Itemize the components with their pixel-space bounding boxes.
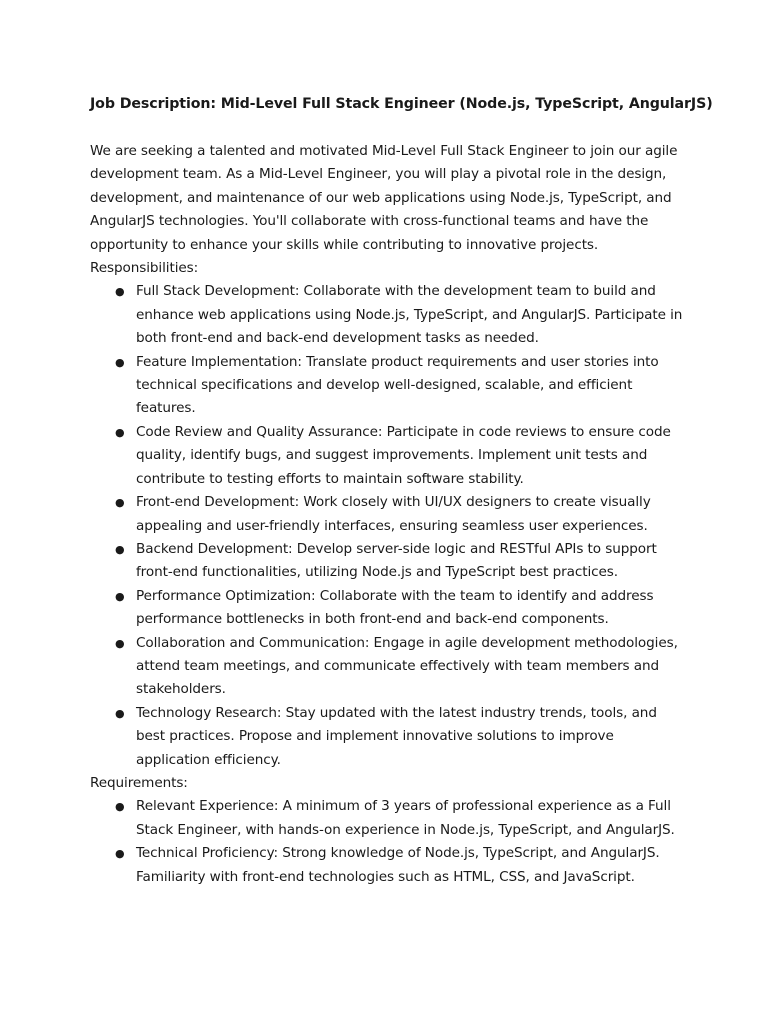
list-item-text: Technical Proficiency: Strong knowledge of Node.js, TypeScript, and AngularJS. Familiarity with front-end technologies such as HTML, CSS, and JavaScript.: [136, 845, 660, 885]
list-item-text: Code Review and Quality Assurance: Participate in code reviews to ensure code quality, identify bugs, and suggest improvements. Implement unit tests and contribute to testing efforts to maintain software stability.: [136, 423, 671, 487]
list-item: [90, 491, 690, 538]
list-item-text: Collaboration and Communication: Engage in agile development methodologies, attend team meetings, and communicate effectively with team members and stakeholders.: [136, 634, 678, 698]
bullet-icon: ●: [115, 285, 125, 299]
bullet-icon: ●: [115, 589, 125, 603]
list-item-text: Technology Research: Stay updated with the latest industry trends, tools, and best practices. Propose and implement innovative solutions to improve application efficiency.: [136, 704, 657, 768]
intro-paragraph: We are seeking a talented and motivated Mid-Level Full Stack Engineer to join our agile development team. As a Mid-Level Engineer, you will play a pivotal role in the design, development, and maintenance of our web applications using Node.js, TypeScript, and AngularJS technologies. You'll collaborate with cross-functional teams and have the opportunity to enhance your skills while contributing to innovative projects.: [90, 143, 678, 253]
list-item: [90, 351, 690, 421]
document-page: [90, 94, 713, 889]
list-item: [90, 632, 690, 702]
list-item: [90, 280, 690, 350]
bullet-icon: ●: [115, 706, 125, 720]
requirements-list: [90, 795, 690, 889]
bullet-icon: ●: [115, 425, 125, 439]
list-item-text: Full Stack Development: Collaborate with the development team to build and enhance web applications using Node.js, TypeScript, and AngularJS. Participate in both front-end and back-end development tasks as needed.: [136, 283, 683, 347]
bullet-icon: ●: [115, 496, 125, 510]
list-item: [90, 421, 690, 491]
requirements-heading: Requirements:: [90, 774, 188, 791]
bullet-icon: ●: [115, 636, 125, 650]
bullet-icon: ●: [115, 542, 125, 556]
list-item: [90, 585, 690, 632]
list-item: [90, 538, 690, 585]
bullet-icon: ●: [115, 355, 125, 369]
list-item: [90, 842, 690, 889]
list-item-text: Relevant Experience: A minimum of 3 years of professional experience as a Full Stack Engineer, with hands-on experience in Node.js, TypeScript, and AngularJS.: [136, 798, 675, 838]
list-item: [90, 795, 690, 842]
responsibilities-list: [90, 280, 690, 772]
list-item-text: Feature Implementation: Translate product requirements and user stories into technical specifications and develop well-designed, scalable, and efficient features.: [136, 353, 659, 417]
bullet-icon: ●: [115, 800, 125, 814]
list-item-text: Front-end Development: Work closely with UI/UX designers to create visually appealing and user-friendly interfaces, ensuring seamless user experiences.: [136, 494, 651, 534]
bullet-icon: ●: [115, 847, 125, 861]
list-item-text: Backend Development: Develop server-side logic and RESTful APIs to support front-end functionalities, utilizing Node.js and TypeScript best practices.: [136, 540, 657, 581]
list-item: [90, 702, 690, 772]
list-item-text: Performance Optimization: Collaborate with the team to identify and address performance bottlenecks in both front-end and back-end components.: [136, 587, 654, 628]
document-title: Job Description: Mid-Level Full Stack Engineer (Node.js, TypeScript, AngularJS): [90, 96, 713, 112]
responsibilities-heading: Responsibilities:: [90, 260, 199, 277]
